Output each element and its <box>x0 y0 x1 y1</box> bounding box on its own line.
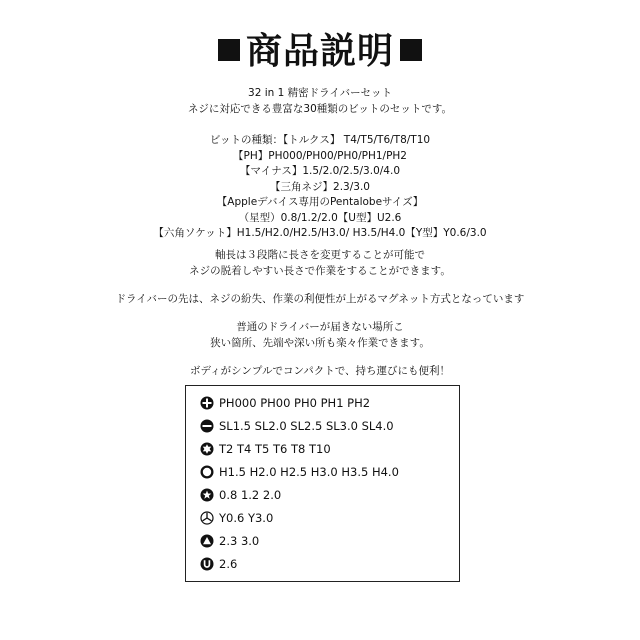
shaft-block <box>0 248 640 279</box>
legend-text: H1.5 H2.0 H2.5 H3.0 H3.5 H4.0 <box>219 465 399 479</box>
title-square-right-icon <box>400 39 422 61</box>
body-block <box>0 364 640 380</box>
legend-row-torx <box>200 441 331 457</box>
legend-row-u-type <box>200 556 237 572</box>
legend-text: T2 T4 T5 T6 T8 T10 <box>219 442 331 456</box>
legend-row-triangle <box>200 533 259 549</box>
legend-row-slotted <box>200 418 394 434</box>
reach-line: 狭い箇所、先端や深い所も楽々作業できます。 <box>210 336 430 349</box>
body-line: ボディがシンプルでコンパクトで、持ち運びにも便利！ <box>189 365 451 377</box>
legend-row-hex-socket <box>200 464 399 480</box>
hex-socket-icon <box>200 465 214 479</box>
bit-types-line: 【六角ソケット】H1.5/H2.0/H2.5/H3.0/ H3.5/H4.0【Y型】Y0.6/3.0 <box>153 227 487 239</box>
intro-line: ネジに対応できる豊富な30種類のビットのセットです。 <box>187 102 453 115</box>
bit-types-line: 【Appleデバイス専用のPentalobeサイズ】 <box>216 196 424 208</box>
intro-line: 32 in 1 精密ドライバーセット <box>248 87 392 99</box>
legend-text: Y0.6 Y3.0 <box>219 511 274 525</box>
u-type-icon <box>200 557 214 571</box>
bit-types-line: 【マイナス】1.5/2.0/2.5/3.0/4.0 <box>239 165 400 177</box>
magnet-block <box>0 292 640 308</box>
torx-icon <box>200 442 214 456</box>
legend-text: 2.3 3.0 <box>219 534 260 548</box>
shaft-line: ネジの脱着しやすい長さで作業をすることができます。 <box>189 264 451 277</box>
shaft-line: 軸長は３段階に長さを変更することが可能で <box>215 249 425 261</box>
legend-text: PH000 PH00 PH0 PH1 PH2 <box>219 396 371 410</box>
slotted-icon <box>200 419 214 433</box>
page-title <box>0 30 640 74</box>
reach-block <box>0 320 640 351</box>
title-text: 商品説明 <box>245 31 394 72</box>
bit-types-line: 【三角ネジ】2.3/3.0 <box>270 180 370 193</box>
triangle-icon <box>200 534 214 548</box>
phillips-icon <box>200 396 214 410</box>
legend-row-pentalobe <box>200 487 281 503</box>
legend-row-y-type <box>200 510 273 526</box>
bit-types-block <box>0 133 640 242</box>
legend-text: 2.6 <box>219 557 238 571</box>
bit-legend-box <box>185 385 460 582</box>
bit-types-line: ビットの種類：【トルクス】 T4/T5/T6/T8/T10 <box>209 134 431 146</box>
pentalobe-icon <box>200 488 214 502</box>
magnet-line: ドライバーの先は、ネジの紛失、作業の利便性が上がるマグネット方式となっています <box>115 293 525 305</box>
title-square-left-icon <box>218 39 240 61</box>
legend-text: 0.8 1.2 2.0 <box>219 488 282 502</box>
bit-types-line: （星型）0.8/1.2/2.0【U型】U2.6 <box>238 211 402 224</box>
legend-row-phillips <box>200 395 370 411</box>
reach-line: 普通のドライバーが届きない場所こ <box>236 321 404 333</box>
y-type-icon <box>200 511 214 525</box>
bit-types-line: 【PH】PH000/PH00/PH0/PH1/PH2 <box>233 149 407 162</box>
legend-text: SL1.5 SL2.0 SL2.5 SL3.0 SL4.0 <box>219 419 394 433</box>
intro-block <box>0 86 640 117</box>
